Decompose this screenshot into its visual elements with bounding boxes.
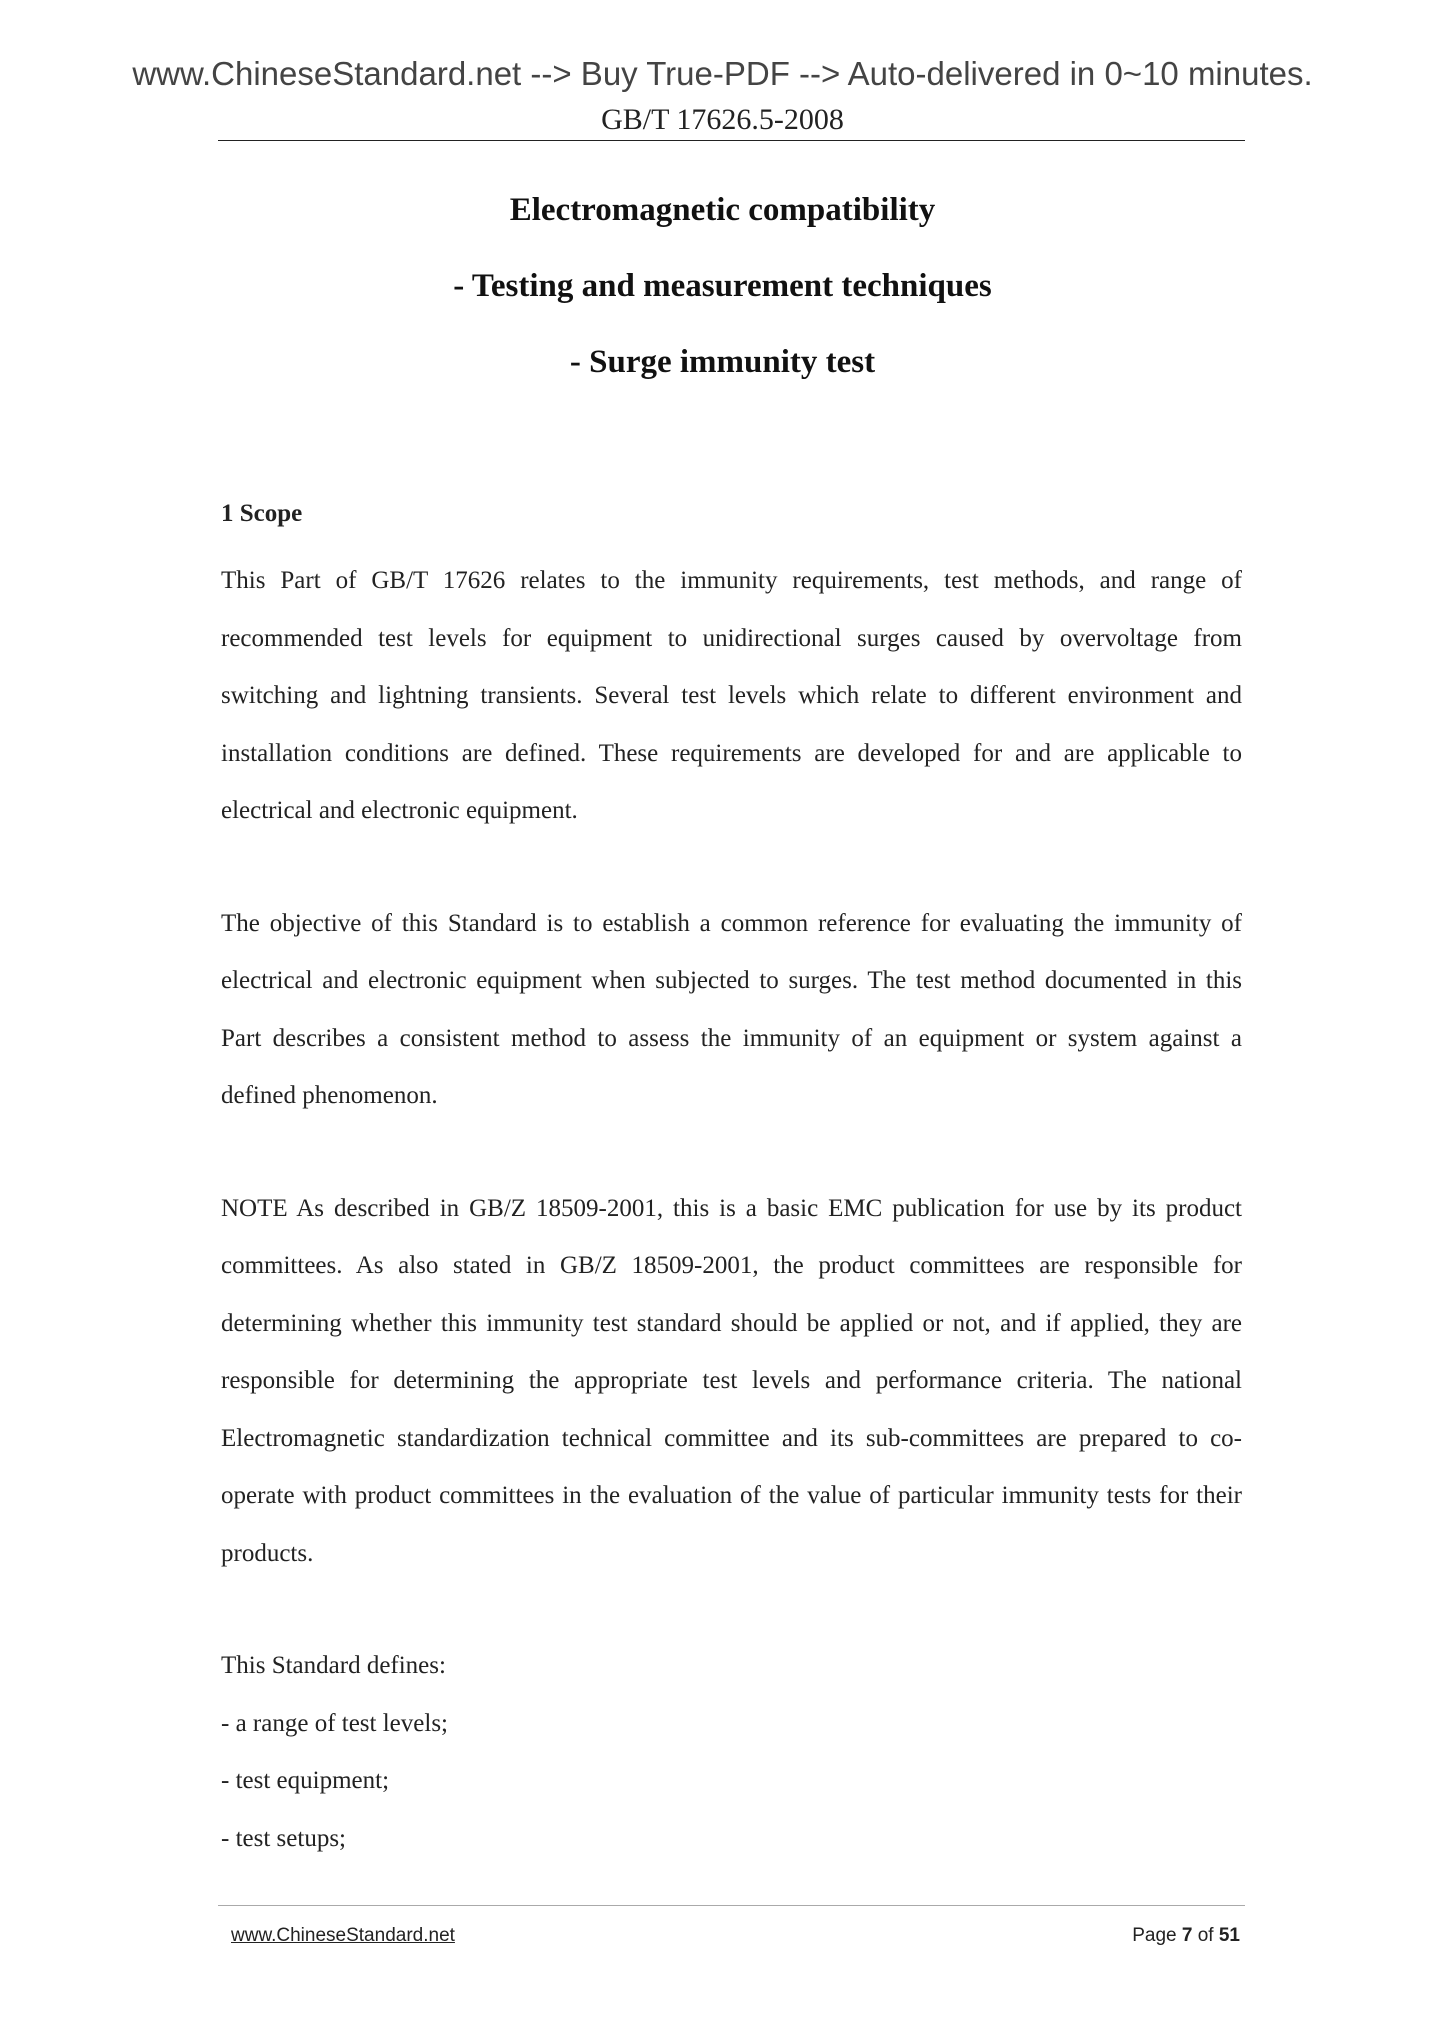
header-divider bbox=[218, 140, 1245, 141]
list-item: - test equipment; bbox=[221, 1767, 390, 1794]
document-title-line-1: Electromagnetic compatibility bbox=[509, 192, 936, 228]
footer-website-link[interactable]: www.ChineseStandard.net bbox=[231, 1925, 455, 1946]
document-title-line-2: - Testing and measurement techniques bbox=[453, 268, 992, 304]
paragraph-objective: The objective of this Standard is to establish a common reference for evaluating the immunity of electrical and electronic equipment when subjected to surges. The test method documented in this Part describes a consistent method to assess the immunity of an equipment or system against a defined phenomenon. bbox=[221, 909, 1242, 1109]
document-body bbox=[221, 494, 1242, 1867]
document-title-line-3: - Surge immunity test bbox=[569, 344, 876, 380]
page-number bbox=[1132, 1925, 1240, 1947]
list-item: - a range of test levels; bbox=[221, 1709, 448, 1737]
paragraph-note: NOTE As described in GB/Z 18509-2001, this is a basic EMC publication for use by its product committees. As also stated in GB/Z 18509-2001, the product committees are responsible for determining whether this immunity test standard should be applied or not, and if applied, they are responsible for determining the appropriate test levels and performance criteria. The national Electromagnetic standardization technical committee and its sub-committees are prepared to co-operate with product committees in the evaluation of the value of particular immunity tests for their products. bbox=[221, 1194, 1242, 1567]
paragraph-scope: This Part of GB/T 17626 relates to the immunity requirements, test methods, and range of recommended test levels for equipment to unidirectional surges caused by overvoltage from switching and lightning transients. Several test levels which relate to different environment and installation conditions are defined. These requirements are developed for and are applicable to electrical and electronic equipment. bbox=[221, 567, 1242, 824]
list-item: - test setups; bbox=[221, 1824, 346, 1852]
page-label: Page bbox=[1132, 1925, 1177, 1946]
footer-divider bbox=[218, 1905, 1245, 1906]
site-banner: www.ChineseStandard.net --> Buy True-PDF --> Auto-delivered in 0~10 minutes. bbox=[132, 55, 1313, 92]
section-heading-scope: 1 Scope bbox=[221, 500, 303, 527]
page-total: 51 bbox=[1218, 1925, 1240, 1946]
page-current: 7 bbox=[1181, 1925, 1193, 1946]
page-of-label: of bbox=[1197, 1925, 1214, 1946]
standard-code-header: GB/T 17626.5-2008 bbox=[601, 103, 844, 136]
list-intro: This Standard defines: bbox=[221, 1652, 446, 1679]
